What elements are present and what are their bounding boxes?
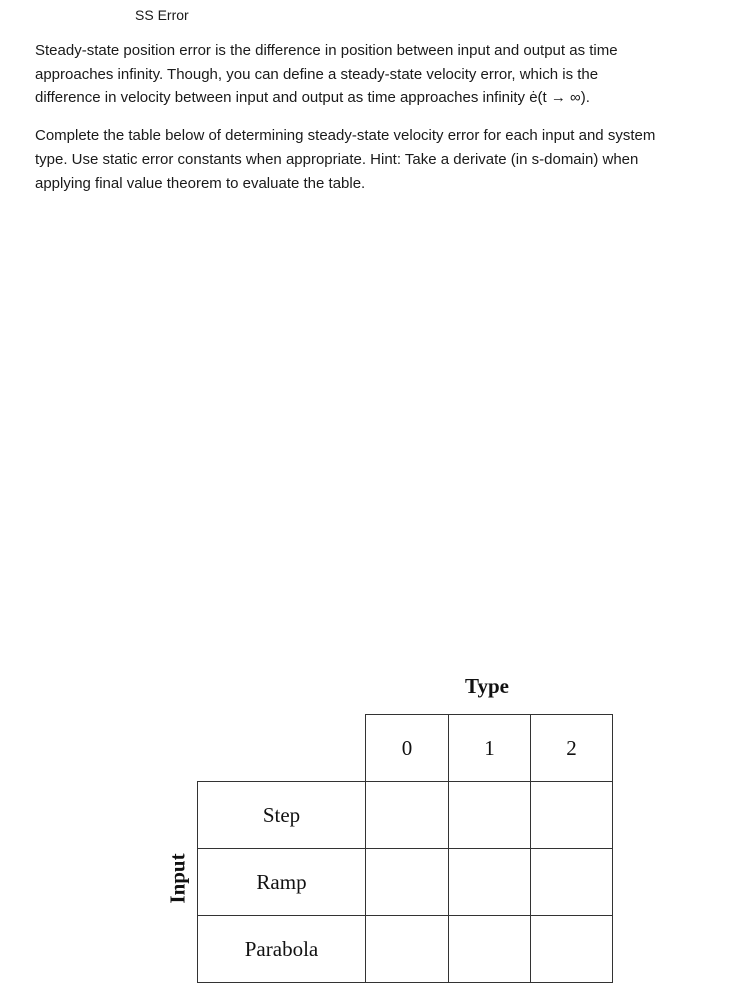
type-label: Type (465, 674, 509, 698)
table-cell (530, 915, 613, 983)
table-cell (448, 781, 531, 849)
table-cell (365, 848, 449, 916)
column-header-2: 2 (530, 714, 613, 782)
paragraph1-line: difference in velocity between input and output as time approaches infinity ė(t → ∞). (35, 89, 590, 106)
row-header-step: Step (197, 781, 366, 849)
paragraph1-line: approaches infinity. Though, you can define a steady-state velocity error, which is the (35, 66, 599, 83)
table-cell (365, 915, 449, 983)
column-header-1: 1 (448, 714, 531, 782)
paragraph2-line: applying final value theorem to evaluate the table. (35, 175, 366, 192)
column-header-0: 0 (365, 714, 449, 782)
input-label: Input (165, 853, 190, 904)
table-cell (448, 915, 531, 983)
document-title: SS Error (135, 7, 189, 23)
table-cell (448, 848, 531, 916)
table-cell (530, 848, 613, 916)
paragraph2-line: type. Use static error constants when appropriate. Hint: Take a derivate (in s-domain) when (35, 151, 639, 168)
row-header-ramp: Ramp (197, 848, 366, 916)
paragraph2-line: Complete the table below of determining steady-state velocity error for each input and system (35, 127, 656, 144)
paragraph1-line: Steady-state position error is the difference in position between input and output as time (35, 42, 618, 59)
table-cell (365, 781, 449, 849)
row-header-parabola: Parabola (197, 915, 366, 983)
table-cell (530, 781, 613, 849)
